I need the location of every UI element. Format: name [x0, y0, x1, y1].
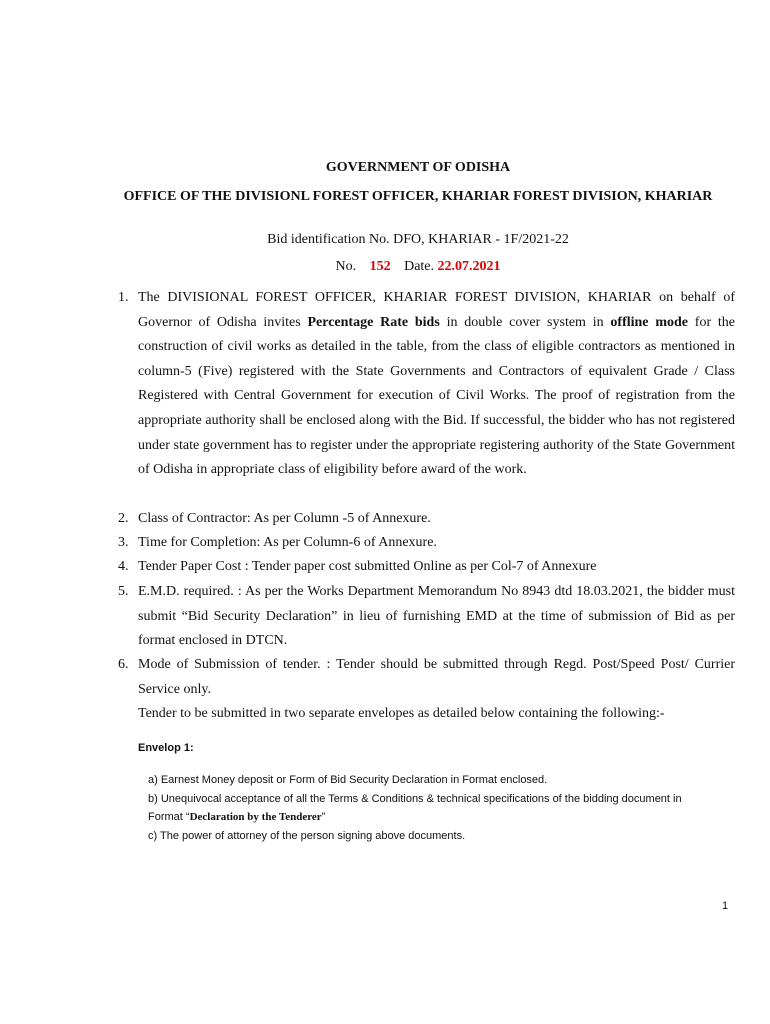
envelope-title: Envelop 1:: [138, 742, 194, 754]
item-text: Mode of Submission of tender. : Tender should be submitted through Regd. Post/Speed Post/ Currier Service only.: [138, 657, 735, 697]
list-item: [118, 531, 735, 556]
item-number: 4.: [118, 559, 129, 574]
page-number: 1: [722, 900, 729, 912]
number-value: 152: [369, 259, 391, 274]
item-number: 2.: [118, 511, 129, 526]
list-item: [118, 580, 735, 654]
bid-identification: Bid identification No. DFO, KHARIAR - 1F/2021-22: [267, 232, 569, 247]
government-heading: GOVERNMENT OF ODISHA: [325, 160, 511, 175]
list-item: [118, 653, 735, 702]
item-text: for the construction of civil works as detailed in the table, from the class of eligible contractors as mentioned in column-5 (Five) registered with the State Governments and Contractors of equivalent Grade / Class Registered with Central Government for execution of Civil Works. The proof of registration from the appropriate authority shall be enclosed along with the Bid. If successful, the bidder who has not registered under state government has to register under the appropriate registering authority of the State Government of Odisha in appropriate class of eligibility before award of the work.: [138, 314, 735, 478]
item-number: 3.: [118, 535, 129, 550]
envelope-item-b: [148, 790, 708, 827]
declaration-title: Declaration by the Tenderer: [189, 811, 322, 823]
envelope-item-b-text: b) Unequivocal acceptance of all the Terms & Conditions & technical specifications of the bidding document in Format “: [148, 792, 682, 823]
envelope-item-b-close: ”: [321, 811, 326, 823]
item-number: 5.: [118, 584, 129, 599]
item-number: 6.: [118, 657, 129, 672]
list-item: [118, 507, 735, 532]
envelope-list: [148, 771, 708, 845]
item-text: Tender Paper Cost : Tender paper cost submitted Online as per Col-7 of Annexure: [138, 559, 597, 574]
number-date-line: [100, 259, 736, 275]
list-item: [118, 286, 735, 483]
envelope-intro: Tender to be submitted in two separate envelopes as detailed below containing the following:-: [138, 706, 665, 721]
item-text: Class of Contractor: As per Column -5 of Annexure.: [138, 511, 431, 526]
item-number: 1.: [118, 290, 129, 305]
bold-text: offline mode: [610, 314, 688, 330]
number-label: No.: [335, 259, 357, 274]
office-heading: OFFICE OF THE DIVISIONL FOREST OFFICER, KHARIAR FOREST DIVISION, KHARIAR: [123, 189, 713, 204]
item-text: E.M.D. required. : As per the Works Department Memorandum No 8943 dtd 18.03.2021, the bidder must submit “Bid Security Declaration” in lieu of furnishing EMD at the time of submission of Bid as per format enclosed in DTCN.: [138, 584, 735, 649]
envelope-item-c: c) The power of attorney of the person signing above documents.: [148, 829, 466, 842]
item-text: in double cover system in: [439, 314, 611, 330]
item-text: Time for Completion: As per Column-6 of Annexure.: [138, 535, 437, 550]
date-label: Date.: [404, 259, 435, 274]
bold-text: Percentage Rate bids: [307, 314, 440, 330]
item-text: The DIVISIONAL FOREST OFFICER, KHARIAR FOREST DIVISION, KHARIAR on behalf of Governor of Odisha invites: [138, 290, 735, 330]
list-item: [118, 555, 735, 580]
envelope-item-a: a) Earnest Money deposit or Form of Bid Security Declaration in Format enclosed.: [148, 774, 548, 786]
date-value: 22.07.2021: [437, 259, 501, 274]
